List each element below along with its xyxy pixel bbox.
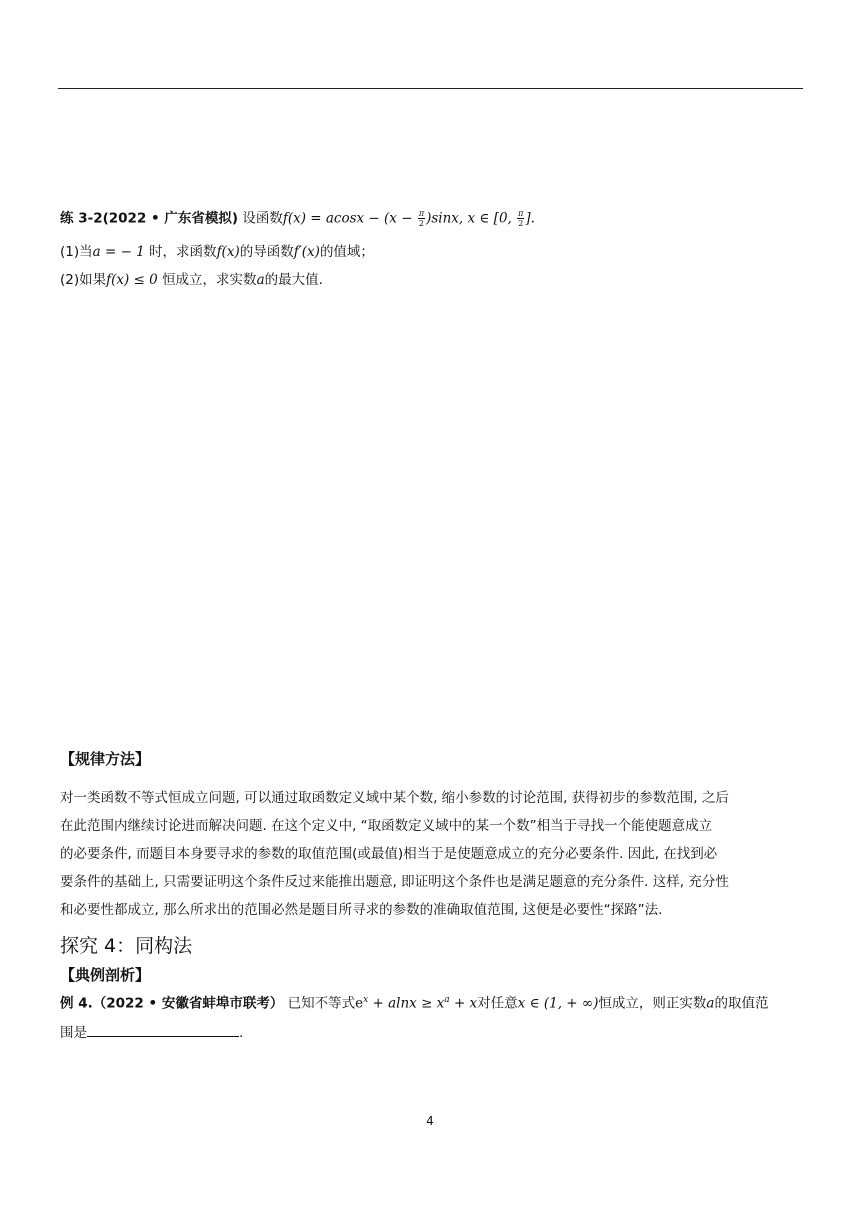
function-definition-end: ].: [525, 210, 535, 227]
method-line: 和必要性都成立, 那么所求出的范围必然是题目所寻求的参数的准确取值范围, 这便是必要性“探路”法.: [60, 902, 663, 918]
fraction-pi-over-2-domain: $\frac{\pi}{2}$: [518, 209, 524, 228]
section-subheading: 【典例剖析】: [60, 966, 151, 984]
example-label: 例 4.（2022 • 安徽省蚌埠市联考）: [60, 995, 284, 1012]
answer-blank[interactable]: [87, 1022, 239, 1037]
page-number: 4: [426, 1114, 434, 1128]
example-4-line-2: 围是 .: [60, 1022, 243, 1042]
method-line: 要条件的基础上, 只需要证明这个条件反过来能推出题意, 即证明这个条件也是满足题意的充分条件. 这样, 充分性: [60, 874, 729, 890]
exercise-lead: 设函数: [242, 210, 283, 227]
question-1: (1)当a = − 1 时，求函数f(x)的导函数f′(x)的值域；: [60, 244, 374, 260]
example-4-statement: 例 4.（2022 • 安徽省蚌埠市联考） 已知不等式$e^x + alnx \ge x^a + x$对任意x ∈ (1, + ∞)恒成立，则正实数a的取值范: [60, 995, 769, 1012]
method-line: 在此范围内继续讨论进而解决问题. 在这个定义中, “取函数定义域中的某一个数”相当于寻找一个能使题意成立: [60, 818, 713, 834]
fraction-pi-over-2: $\frac{\pi}{2}$: [418, 209, 425, 228]
method-line: 的必要条件, 而题目本身要寻求的参数的取值范围(或最值)相当于是使题意成立的充分必要条件. 因此, 在找到必: [60, 846, 718, 862]
function-definition: f(x) = acosx − (x −: [282, 210, 417, 227]
header-rule: [58, 88, 803, 89]
method-line: 对一类函数不等式恒成立问题, 可以通过取函数定义域中某个数, 缩小参数的讨论范围, 获得初步的参数范围, 之后: [60, 790, 729, 806]
section-title: 探究 4：同构法: [60, 935, 193, 957]
method-paragraph: [60, 784, 800, 924]
method-heading: 【规律方法】: [60, 750, 151, 768]
exercise-3-2-statement: [60, 209, 535, 228]
exercise-label: 练 3-2(2022 • 广东省模拟): [60, 210, 239, 227]
function-definition-mid: )sinx, x ∈ [0,: [426, 210, 517, 227]
question-2: (2)如果f(x) ≤ 0 恒成立，求实数a的最大值.: [60, 272, 323, 288]
